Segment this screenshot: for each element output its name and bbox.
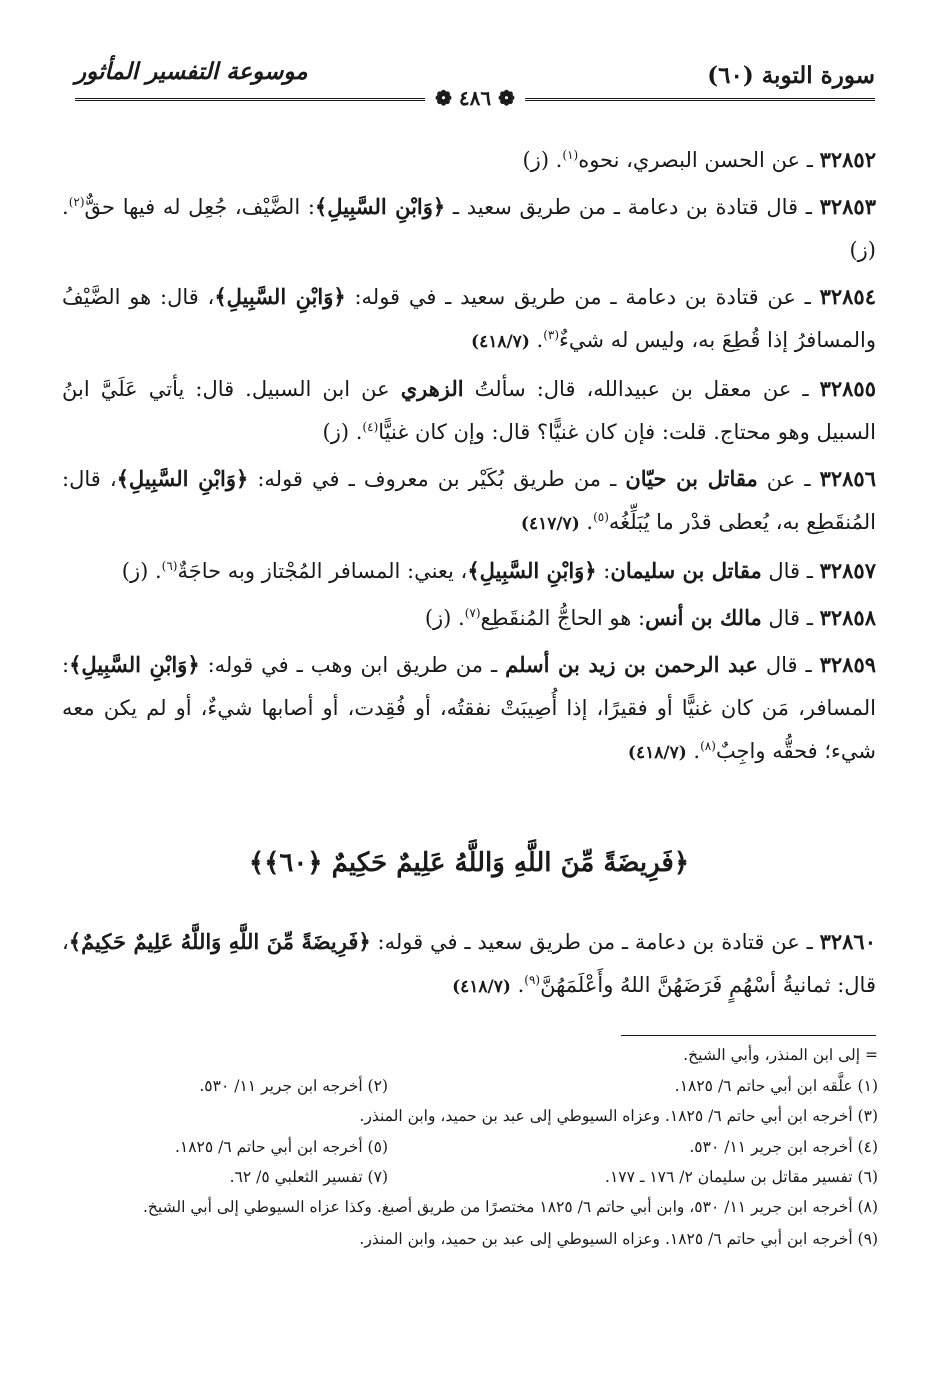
entry-text: ـ من طريق بُكَيْر بن معروف ـ في قوله: — [248, 467, 626, 491]
entry-text: ـ قال — [761, 606, 820, 630]
entry-number: ٣٢٨٥٢ — [819, 147, 876, 172]
entry-text: ـ عن الحسن البصري، نحوه — [578, 148, 820, 172]
footnote-6: (٦) تفسير مقاتل بن سليمان ٢/ ١٧٦ ـ ١٧٧. — [605, 1168, 878, 1186]
narrator-name: عبد الرحمن بن زيد بن أسلم — [505, 652, 758, 677]
entry-32860 — [62, 920, 876, 1009]
entry-number: ٣٢٨٥٨ — [819, 605, 876, 630]
entry-32857 — [62, 549, 876, 593]
entry-text: . — [510, 973, 525, 997]
entry-number: ٣٢٨٥٦ — [819, 466, 876, 491]
entry-text: ـ عن — [757, 467, 820, 491]
footnote-marker: (٦) — [161, 559, 178, 573]
entry-32859 — [62, 643, 876, 775]
entry-32855 — [62, 367, 876, 454]
entry-number: ٣٢٨٦٠ — [819, 929, 876, 954]
footnote-row — [62, 1101, 878, 1132]
entry-number: ٣٢٨٥٤ — [819, 284, 876, 309]
entry-text: ـ عن قتادة بن دعامة ـ من طريق سعيد ـ في قوله: — [370, 930, 820, 954]
entry-text: : المسافر، مَن كان غنيًّا أو فقيرًا، إذا أُصِيبَتْ نفقتُه، أو فُقِدت، أو أصابها شيءٌ، أو لم يكن معه شيء؛ فحقُّه واجِبٌ — [62, 653, 876, 763]
entries-list — [62, 138, 876, 778]
footnote-marker: (٢) — [68, 195, 85, 209]
entry-text: ـ من طريق ابن وهب ـ في قوله: — [199, 653, 506, 677]
entry-text: ـ قال قتادة بن دعامة ـ من طريق سعيد ـ — [445, 195, 820, 219]
quran-quote: ﴿وَابْنِ السَّبِيلِ﴾ — [69, 652, 200, 677]
entry-text: ، قال: المُنقَطِع به، يُعطى قدْر ما يُبَلِّغُه — [62, 467, 876, 534]
entry-text: ـ قال — [757, 653, 820, 677]
entry-text: ، يعني: المسافر المُجْتاز وبه حاجَةٌ — [177, 559, 468, 583]
entry-text: ـ عن معقل بن عبيدالله، قال: سألتُ — [463, 377, 820, 401]
entry-text: : هو الحاجُّ المُنقَطِع — [480, 606, 646, 630]
entry-32852 — [62, 138, 876, 182]
entry-text: ـ قال — [761, 559, 820, 583]
footnote-2: (٢) أخرجه ابن جرير ١١/ ٥٣٠. — [199, 1076, 388, 1095]
entry-text: : — [596, 559, 611, 583]
quran-quote: ﴿وَابْنِ السَّبِيلِ﴾ — [467, 558, 597, 583]
page-number-value: ٤٨٦ — [458, 86, 492, 110]
entry-32854 — [62, 275, 876, 364]
entry-text: . — [529, 328, 544, 352]
footnote-row — [62, 1071, 878, 1102]
footnote-4: (٤) أخرجه ابن جرير ١١/ ٥٣٠. — [689, 1137, 878, 1156]
footnote-marker: (١) — [562, 148, 579, 162]
footnote-9: (٩) أخرجه ابن أبي حاتم ٦/ ١٨٢٥. وعزاه السيوطي إلى عبد بن حميد، وابن المنذر. — [359, 1229, 878, 1248]
footnote-marker: (٣) — [543, 328, 560, 342]
entries-list-verse-60 — [62, 920, 876, 1009]
footnote-row — [62, 1132, 878, 1163]
entry-text: . — [579, 510, 594, 534]
footnote-marker: (٨) — [700, 739, 716, 753]
source-reference: (٤١٨/٧) — [471, 332, 530, 352]
entry-number: ٣٢٨٥٧ — [819, 558, 876, 583]
footnote-marker: (٤) — [362, 420, 379, 434]
entry-number: ٣٢٨٥٥ — [819, 376, 876, 401]
entry-text: . (ز) — [424, 606, 465, 630]
source-reference: (٤١٨/٧) — [627, 743, 687, 763]
footnote-separator — [621, 1035, 876, 1036]
surah-title: سورة التوبة (٦٠) — [707, 62, 875, 89]
footnote-marker: (٧) — [464, 606, 481, 620]
entry-text: ، قال: هو الضَّيْفُ والمسافرُ إذا قُطِعَ به، وليس له شيءٌ — [62, 285, 876, 352]
entry-text: عن ابن السبيل. قال: يأتي عَلَيَّ ابنُ السبيل وهو محتاج. قلت: فإن كان غنيًّا؟ قال: وإن كان غنيًّا — [62, 377, 876, 444]
footnotes — [62, 1040, 878, 1253]
source-reference: (٤١٨/٧) — [452, 977, 511, 997]
entry-text: : الضَّيْف، جُعِل له فيها حقٌّ — [84, 195, 315, 219]
footnote-marker: (٥) — [593, 510, 609, 524]
entry-text: . (ز) — [522, 148, 563, 172]
entry-text: . (ز) — [62, 195, 876, 262]
entry-text: . — [686, 739, 701, 763]
footnote-3: (٣) أخرجه ابن أبي حاتم ٦/ ١٨٢٥. وعزاه السيوطي إلى عبد بن حميد، وابن المنذر. — [359, 1107, 878, 1125]
quran-quote: ﴿وَابْنِ السَّبِيلِ﴾ — [314, 194, 446, 219]
entry-text: ـ عن قتادة بن دعامة ـ من طريق سعيد ـ في قوله: — [345, 285, 820, 309]
footnote-1: (١) علَّقه ابن أبي حاتم ٦/ ١٨٢٥. — [674, 1076, 878, 1095]
entry-32856 — [62, 457, 876, 546]
source-reference: (٤١٧/٧) — [520, 514, 580, 534]
footnote: = إلى ابن المنذر، وأبي الشيخ. — [683, 1046, 878, 1064]
footnote-continuation — [62, 1040, 878, 1071]
entry-32858 — [62, 596, 876, 640]
quran-quote: ﴿وَابْنِ السَّبِيلِ﴾ — [116, 466, 249, 491]
footnote-5: (٥) أخرجه ابن أبي حاتم ٦/ ١٨٢٥. — [174, 1137, 388, 1156]
footnote-7: (٧) تفسير الثعلبي ٥/ ٦٢. — [229, 1168, 388, 1186]
verse-heading: ﴿فَرِيضَةً مِّنَ اللَّهِ وَاللَّهُ عَلِيمٌ حَكِيمٌ ﴿٦٠﴾﴾ — [248, 848, 690, 878]
footnote-8: (٨) أخرجه ابن جرير ١١/ ٥٣٠، وابن أبي حاتم ٦/ ١٨٢٥ مختصرًا من طريق أصبغ. وكذا عزاه السيوطي إلى أبي الشيخ. — [143, 1197, 878, 1216]
footnote-row — [62, 1162, 878, 1193]
book-title: موسوعة التفسير المأثور — [75, 58, 308, 85]
narrator-name: مقاتل بن حيّان — [625, 466, 758, 491]
entry-text: . (ز) — [121, 559, 162, 583]
entry-number: ٣٢٨٥٣ — [819, 194, 876, 219]
narrator-name: مالك بن أنس — [645, 605, 762, 630]
entry-text: . (ز) — [322, 420, 363, 444]
quran-quote: ﴿فَرِيضَةً مِّنَ اللَّهِ وَاللَّهُ عَلِيمٌ حَكِيمٌ﴾ — [68, 929, 371, 954]
narrator-name: الزهري — [400, 376, 464, 401]
quran-quote: ﴿وَابْنِ السَّبِيلِ﴾ — [214, 284, 346, 309]
entry-32853 — [62, 185, 876, 272]
footnote-marker: (٩) — [524, 973, 541, 987]
page-number: ❁ ٤٨٦ ❁ — [425, 86, 525, 110]
entry-number: ٣٢٨٥٩ — [819, 652, 877, 677]
narrator-name: مقاتل بن سليمان — [610, 558, 762, 583]
entry-text: ، قال: ثمانيةُ أسْهُمٍ فَرَضَهُنَّ اللهُ وأَعْلَمَهُنَّ — [62, 930, 876, 997]
page-header — [75, 58, 875, 110]
